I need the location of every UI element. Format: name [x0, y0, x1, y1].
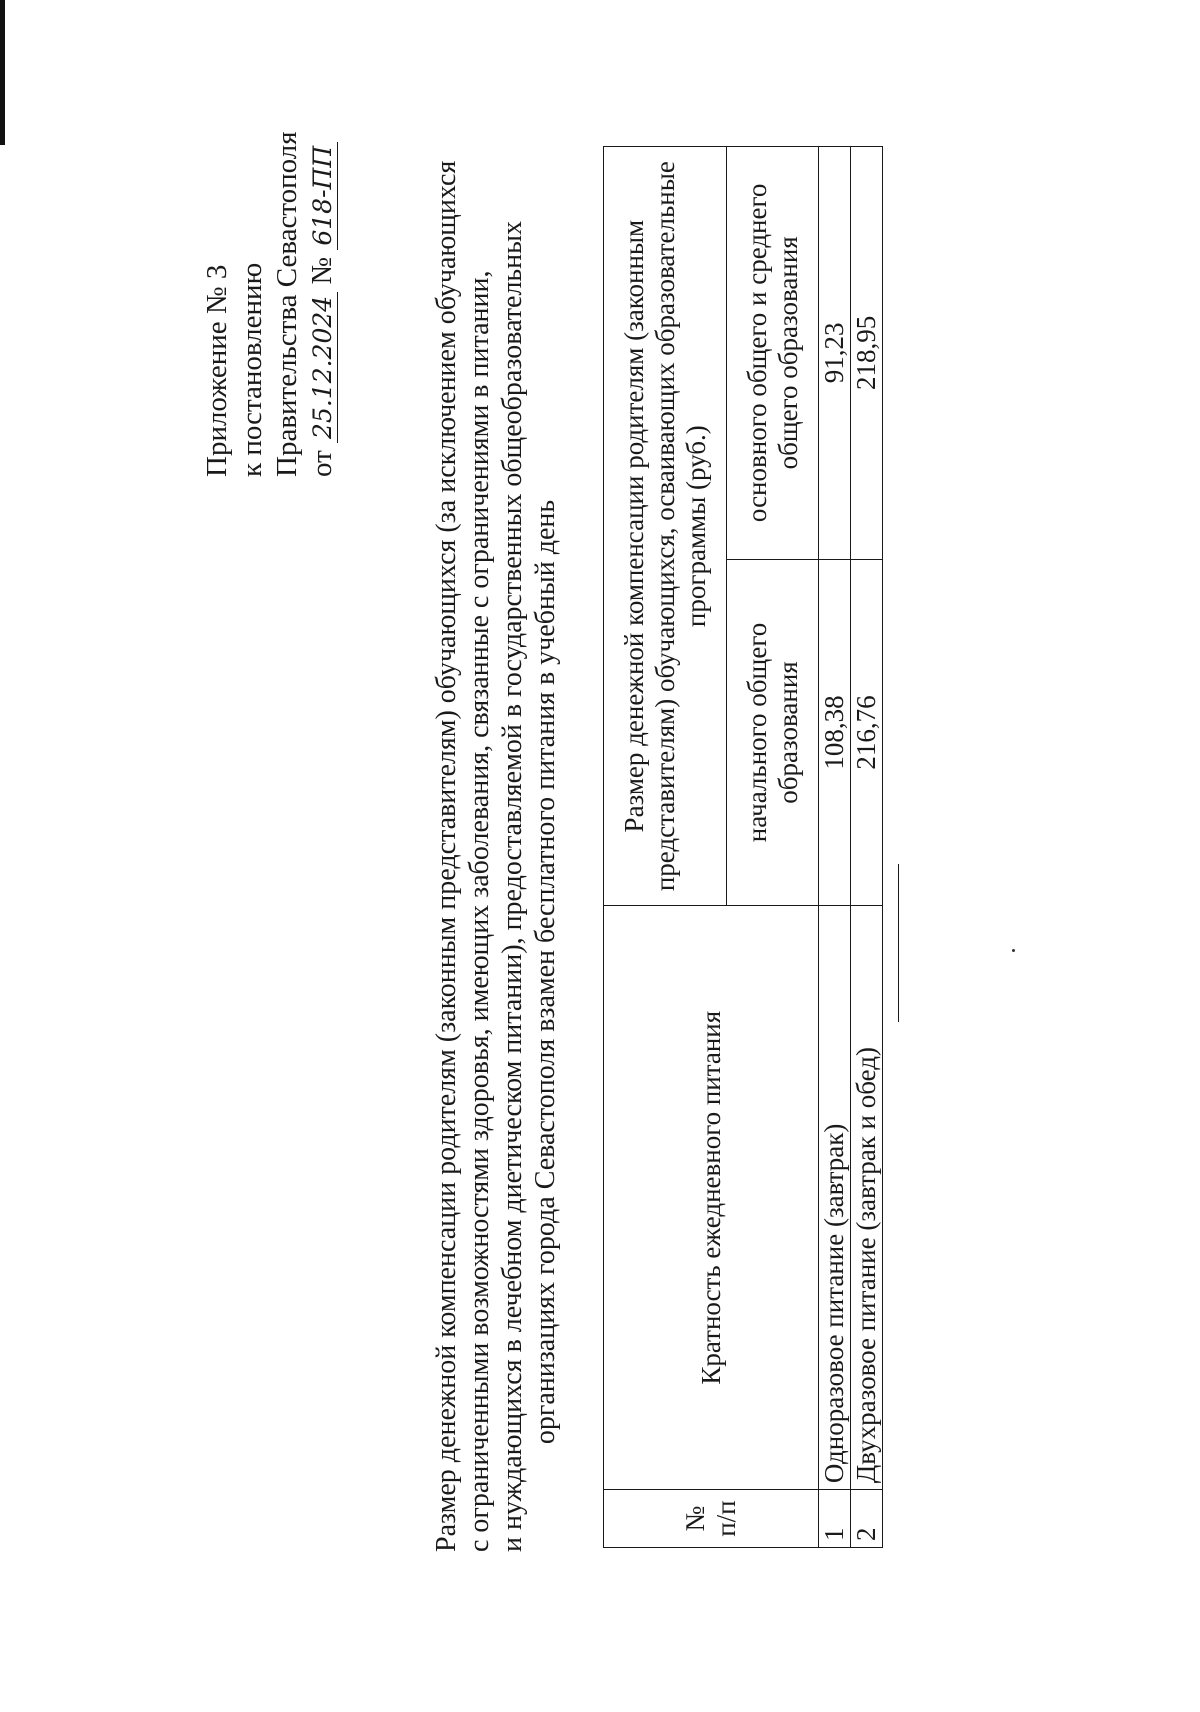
row-secondary-amount: 218,95 — [851, 147, 883, 560]
title-line: с ограниченными возможностями здоровья, имеющих заболевания, связанные с ограничениями в питании, — [464, 270, 495, 1552]
row-number: 2 — [851, 1490, 883, 1548]
appendix-line-1: Приложение № 3 — [201, 264, 233, 477]
appendix-line-3: Правительства Севастополя — [271, 131, 303, 477]
row-meal-kind: Двухразовое питание (завтрак и обед) — [851, 906, 883, 1490]
appendix-line-2: к постановлению — [236, 262, 268, 477]
row-primary-amount: 216,76 — [851, 559, 883, 906]
table-row — [851, 147, 883, 1548]
header-meal-frequency: Кратность ежедневного питания — [604, 906, 819, 1490]
header-number: № п/п — [604, 1490, 819, 1548]
table-row — [819, 147, 851, 1548]
scan-dot — [1012, 949, 1015, 952]
date-prefix: от — [306, 450, 338, 477]
header-secondary-education: основного общего и среднего общего образования — [727, 147, 819, 560]
number-label: № — [306, 256, 338, 285]
appendix-line-4 — [305, 57, 340, 477]
title-line: Размер денежной компенсации родителям (законным представителям) обучающихся (за исключением обучающихся — [431, 160, 462, 1552]
title-line: организациях города Севастополя взамен бесплатного питания в учебный день — [530, 499, 561, 1445]
title-line: и нуждающихся в лечебном диетическом питании), предоставляемой в государственных общеобразовательных — [497, 221, 528, 1552]
table-header-row — [604, 147, 727, 1548]
handwritten-number: 618-ПП — [309, 142, 338, 250]
row-secondary-amount: 91,23 — [819, 147, 851, 560]
row-number: 1 — [819, 1490, 851, 1548]
header-primary-education: начального общего образования — [727, 559, 819, 906]
row-primary-amount: 108,38 — [819, 559, 851, 906]
handwritten-date: 25.12.2024 — [309, 292, 338, 443]
document-title — [430, 160, 562, 1552]
compensation-table — [603, 146, 883, 1548]
header-compensation: Размер денежной компенсации родителям (законным представителям) обучающихся, осваивающих образовательные программы (руб.) — [604, 147, 727, 906]
appendix-block — [200, 57, 340, 477]
closing-rule-line — [898, 864, 899, 1022]
row-meal-kind: Одноразовое питание (завтрак) — [819, 906, 851, 1490]
